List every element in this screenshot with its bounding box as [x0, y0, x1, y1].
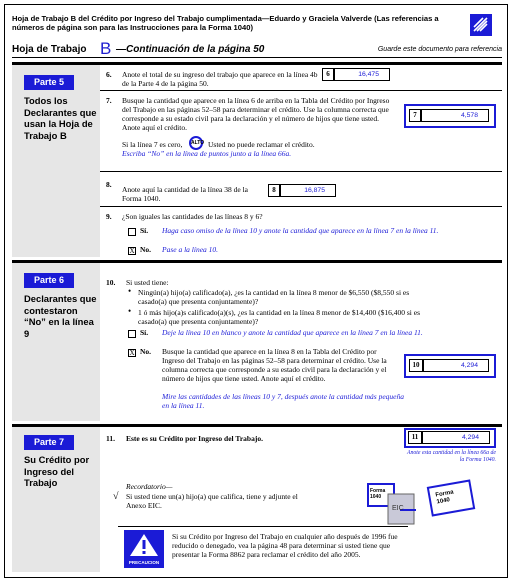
line-7-text: Busque la cantidad que aparece en la línea 6 de arriba en la Tabla del Crédito por Ingreso del Trabajo en las páginas 52–58 para determinar el crédito. Use la columna correcta que corresponde a su estado civil para la declaración y el número de hijos que tiene usted. Anote aquí el crédito.: [122, 96, 390, 132]
divider: [100, 90, 502, 91]
stop-icon: ALTO: [189, 136, 203, 150]
line-10-box-label: 10: [409, 359, 423, 372]
line-6-box-label: 6: [322, 68, 334, 81]
irs-logo-icon: [470, 14, 492, 36]
line-10-bullet-1: Ningún(a) hijo(a) calificado(a), ¿es la cantidad en la línea 8 menor de $6,550 ($8,550 si es casado(a) que presenta conjuntamente)?: [138, 288, 410, 306]
form-1040-icon-2: Forma 1040: [435, 489, 455, 506]
line-11-note: Anote esta cantidad en la línea 66a de la Forma 1040.: [406, 450, 496, 463]
line-7-box-label: 7: [409, 109, 421, 122]
sidebar: [12, 65, 100, 257]
reminder-title: Recordatorio—: [126, 482, 173, 491]
part-6-badge: Parte 6: [24, 273, 74, 288]
part-6-description: Declarantes que contestaron “No” en la línea 9: [24, 293, 97, 339]
forms-illustration-icon: [358, 470, 508, 530]
line-9-no-checkbox[interactable]: X: [129, 247, 135, 255]
line-11-text: Este es su Crédito por Ingreso del Trabajo.: [126, 434, 263, 443]
check-icon: √: [113, 491, 119, 502]
line-9-text: ¿Son iguales las cantidades de las líneas 8 y 6?: [122, 212, 263, 221]
bullet-icon: •: [128, 286, 132, 296]
eic-form-icon: EIC: [392, 505, 404, 512]
line-8-number: 8.: [106, 180, 112, 189]
caution-label: PRECAUCION: [128, 560, 160, 565]
line-8-text: Anote aquí la cantidad de la línea 38 de la Forma 1040.: [122, 185, 248, 203]
part-7-badge: Parte 7: [24, 435, 74, 450]
line-10-no-text: Busque la cantidad que aparece en la línea 8 en la Tabla del Crédito por Ingreso del Trabajo en las páginas 52–58 para determinar el crédito. Use la columna correcta que corresponde a su estado civil para la declaración y el número de hijos que tiene usted. Anote aquí el crédito.: [162, 347, 387, 383]
line-7-instruction: Escriba “No” en la línea de puntos junto a la línea 66a.: [122, 149, 292, 158]
line-7-value[interactable]: 4,578: [421, 109, 489, 122]
part-5-description: Todos los Declarantes que usan la Hoja de Trabajo B: [24, 95, 97, 141]
line-10-yes-label: Sí.: [140, 328, 149, 337]
line-10-yes-text: Deje la línea 10 en blanco y anote la cantidad que aparece en la línea 7 en la línea 11.: [162, 328, 423, 337]
continuation-note: —Continuación de la página 50: [116, 44, 265, 55]
line-8-box-label: 8: [268, 184, 280, 197]
line-11-box-label: 11: [408, 431, 422, 444]
line-9-yes-checkbox[interactable]: [128, 228, 136, 236]
divider: [100, 206, 502, 207]
line-9-no-text: Pase a la línea 10.: [162, 245, 219, 254]
line-10-no-checkbox[interactable]: X: [129, 349, 135, 357]
divider: [118, 526, 408, 527]
part-7-description: Su Crédito por Ingreso del Trabajo: [24, 454, 90, 488]
line-7-number: 7.: [106, 96, 112, 105]
line-9-no-label: No.: [140, 245, 152, 254]
line-10-note: Mire las cantidades de las líneas 10 y 7, después anote la cantidad más pequeña en la línea 11.: [162, 392, 404, 410]
worksheet-label: Hoja de Trabajo: [12, 44, 87, 55]
divider: [100, 171, 502, 172]
line-6-value[interactable]: 16,475: [334, 68, 390, 81]
part-5-badge: Parte 5: [24, 75, 74, 90]
reminder-text: Si usted tiene un(a) hijo(a) que califica, tiene y adjunte el Anexo EIC.: [126, 492, 298, 510]
line-11-value[interactable]: 4,294: [422, 431, 490, 444]
form-1040-icon: Forma 1040: [370, 488, 386, 500]
line-6-text: Anote el total de su ingreso del trabajo que aparece en la línea 4b de la Parte 4 de la página 50.: [122, 70, 318, 88]
bullet-icon: •: [128, 306, 132, 316]
line-7-cannot-claim: Usted no puede reclamar el crédito.: [208, 140, 315, 149]
line-10-value[interactable]: 4,294: [423, 359, 489, 372]
line-9-yes-label: Sí.: [140, 226, 149, 235]
keep-note: Guarde este documento para referencia: [377, 46, 502, 53]
line-10-yes-checkbox[interactable]: [128, 330, 136, 338]
line-10-number: 10.: [106, 278, 116, 287]
worksheet-letter: B: [100, 39, 112, 58]
line-10-no-label: No.: [140, 347, 152, 356]
caution-text: Si su Crédito por Ingreso del Trabajo en cualquier año después de 1996 fue reducido o denegado, vea la página 48 para determinar si usted tiene que presentar la Forma 8862 para reclamar el crédito del año 2005.: [172, 532, 398, 559]
line-10-intro: Si usted tiene:: [126, 278, 169, 287]
line-11-number: 11.: [106, 434, 115, 443]
line-8-value[interactable]: 16,875: [280, 184, 336, 197]
line-9-number: 9.: [106, 212, 112, 221]
line-10-bullet-2: 1 ó más hijo(a)s calificado(a)(s), ¿es la cantidad en la línea 8 menor de $14,400 ($16,400 si es casado(a) que presenta conjuntamente)?: [138, 308, 420, 326]
worksheet-header: [12, 39, 502, 58]
caution-icon: [124, 530, 164, 568]
page-title: Hoja de Trabajo B del Crédito por Ingreso del Trabajo cumplimentada—Eduardo y Graciela Valverde (Las referencias a números de página son para las Instrucciones para la Forma 1040): [12, 14, 439, 32]
line-7-zero-text: Si la línea 7 es cero,: [122, 140, 183, 149]
line-6-number: 6.: [106, 70, 112, 79]
line-9-yes-text: Haga caso omiso de la línea 10 y anote la cantidad que aparece en la línea 7 en la línea 11.: [162, 226, 439, 235]
